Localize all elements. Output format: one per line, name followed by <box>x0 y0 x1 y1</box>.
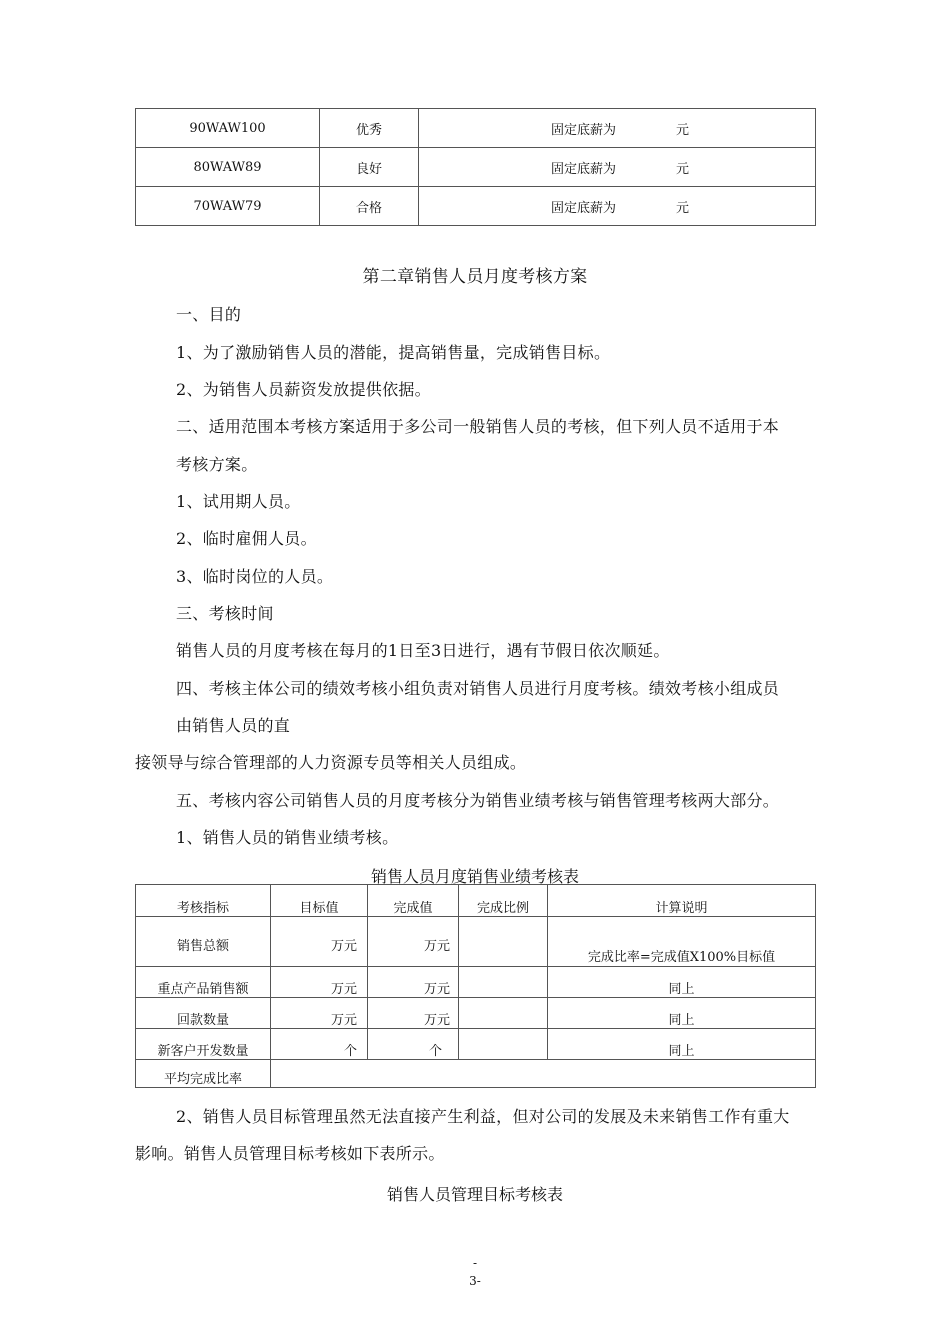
paragraph: 影响。销售人员管理目标考核如下表所示。 <box>135 1144 445 1163</box>
actual-cell: 个 <box>368 1029 459 1060</box>
grade-table <box>135 108 816 226</box>
metric-cell: 重点产品销售额 <box>136 967 271 998</box>
performance-table <box>135 884 816 1088</box>
note-cell <box>419 187 816 226</box>
header-cell: 完成比例 <box>459 885 548 917</box>
target-cell: 万元 <box>271 998 368 1029</box>
table-caption: 销售人员管理目标考核表 <box>386 1185 563 1204</box>
ratio-cell <box>459 998 548 1029</box>
unit-text: 元 <box>676 122 690 138</box>
table-row <box>136 1029 816 1060</box>
paragraph: 1、销售人员的销售业绩考核。 <box>176 828 399 847</box>
table-row <box>136 109 816 148</box>
note-cell: 同上 <box>548 998 816 1029</box>
table-row <box>136 998 816 1029</box>
note-text: 固定底薪为 <box>551 200 617 216</box>
table-row <box>136 967 816 998</box>
paragraph: 1、试用期人员。 <box>176 492 301 511</box>
header-cell: 计算说明 <box>548 885 816 917</box>
page-number: 3- <box>469 1274 481 1288</box>
section-heading: 二、适用范围本考核方案适用于多公司一般销售人员的考核，但下列人员不适用于本 <box>176 417 780 436</box>
header-cell: 目标值 <box>271 885 368 917</box>
table-row <box>136 187 816 226</box>
table-row <box>136 1060 816 1088</box>
note-text: 固定底薪为 <box>551 161 617 177</box>
section-heading: 一、目的 <box>176 305 242 324</box>
level-cell: 优秀 <box>320 109 419 148</box>
paragraph: 2、为销售人员薪资发放提供依据。 <box>176 380 431 399</box>
note-cell <box>419 109 816 148</box>
section-heading: 三、考核时间 <box>176 604 274 623</box>
target-cell: 万元 <box>271 917 368 967</box>
header-cell: 完成值 <box>368 885 459 917</box>
table-row <box>136 148 816 187</box>
level-cell: 良好 <box>320 148 419 187</box>
note-cell: 同上 <box>548 967 816 998</box>
unit-text: 元 <box>676 200 690 216</box>
avg-label-cell: 平均完成比率 <box>136 1060 271 1088</box>
section-heading: 五、考核内容公司销售人员的月度考核分为销售业绩考核与销售管理考核两大部分。 <box>176 791 780 810</box>
avg-value-cell <box>271 1060 816 1088</box>
unit-text: 元 <box>676 161 690 177</box>
paragraph: 考核方案。 <box>176 455 258 474</box>
range-cell: 90WAW100 <box>136 109 320 148</box>
range-cell: 80WAW89 <box>136 148 320 187</box>
paragraph: 由销售人员的直 <box>176 716 291 735</box>
header-cell: 考核指标 <box>136 885 271 917</box>
actual-cell: 万元 <box>368 967 459 998</box>
paragraph: 销售人员的月度考核在每月的1日至3日进行，遇有节假日依次顺延。 <box>176 641 670 660</box>
ratio-cell <box>459 1029 548 1060</box>
target-cell: 个 <box>271 1029 368 1060</box>
metric-cell: 回款数量 <box>136 998 271 1029</box>
metric-cell: 新客户开发数量 <box>136 1029 271 1060</box>
paragraph: 1、为了激励销售人员的潜能，提高销售量，完成销售目标。 <box>176 343 611 362</box>
paragraph: 2、销售人员目标管理虽然无法直接产生利益，但对公司的发展及未来销售工作有重大 <box>176 1107 790 1126</box>
table-row <box>136 917 816 967</box>
actual-cell: 万元 <box>368 917 459 967</box>
range-cell: 70WAW79 <box>136 187 320 226</box>
section-heading: 四、考核主体公司的绩效考核小组负责对销售人员进行月度考核。绩效考核小组成员 <box>176 679 780 698</box>
paragraph: 2、临时雇佣人员。 <box>176 529 317 548</box>
actual-cell: 万元 <box>368 998 459 1029</box>
note-cell: 同上 <box>548 1029 816 1060</box>
paragraph: 3、临时岗位的人员。 <box>176 567 334 586</box>
ratio-cell <box>459 967 548 998</box>
note-cell <box>419 148 816 187</box>
paragraph: 接领导与综合管理部的人力资源专员等相关人员组成。 <box>135 753 527 772</box>
footer-dash: - <box>472 1256 478 1270</box>
target-cell: 万元 <box>271 967 368 998</box>
note-cell: 完成比率=完成值X100%目标值 <box>548 917 816 967</box>
metric-cell: 销售总额 <box>136 917 271 967</box>
chapter-title: 第二章销售人员月度考核方案 <box>362 267 588 287</box>
note-text: 固定底薪为 <box>551 122 617 138</box>
ratio-cell <box>459 917 548 967</box>
level-cell: 合格 <box>320 187 419 226</box>
table-header-row <box>136 885 816 917</box>
table-caption: 销售人员月度销售业绩考核表 <box>370 867 579 886</box>
